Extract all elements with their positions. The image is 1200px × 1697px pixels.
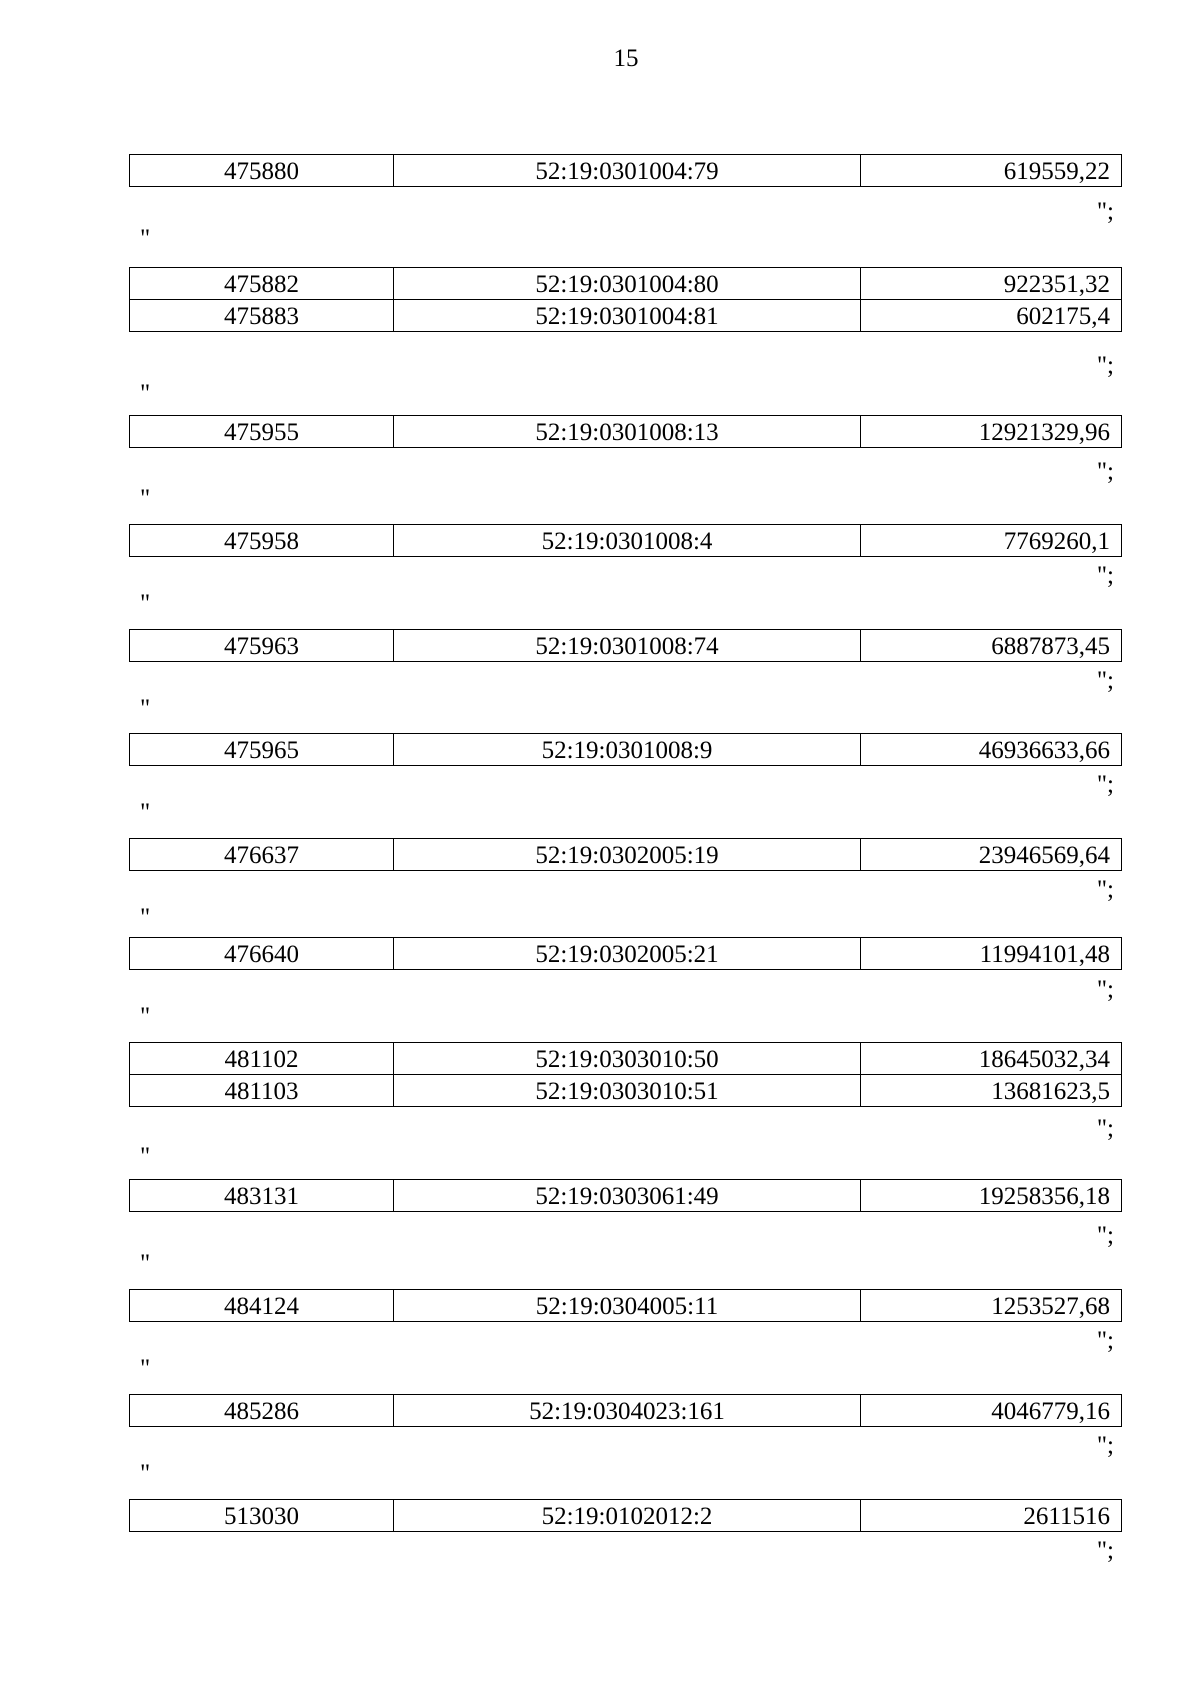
record-number-cell: 475883 [130, 300, 394, 332]
closing-quote-mark: "; [1096, 1537, 1114, 1564]
opening-quote-mark: " [140, 1003, 151, 1030]
table-row [130, 268, 1122, 300]
closing-quote-mark: "; [1096, 458, 1114, 485]
record-number-cell: 475955 [130, 416, 394, 448]
record-number-cell: 485286 [130, 1395, 394, 1427]
parcel-table [129, 524, 1122, 557]
parcel-table [129, 629, 1122, 662]
table-row [130, 1180, 1122, 1212]
record-number-cell: 475958 [130, 525, 394, 557]
parcel-table [129, 154, 1122, 187]
closing-quote-mark: "; [1096, 198, 1114, 225]
parcel-table [129, 1394, 1122, 1427]
table-row [130, 630, 1122, 662]
opening-quote-mark: " [140, 1250, 151, 1277]
parcel-table [129, 1042, 1122, 1107]
table-row [130, 416, 1122, 448]
cadastral-value-cell: 619559,22 [861, 155, 1122, 187]
table-row [130, 839, 1122, 871]
closing-quote-mark: "; [1096, 771, 1114, 798]
cadastral-number-cell: 52:19:0304023:161 [394, 1395, 861, 1427]
page-number: 15 [613, 45, 639, 72]
opening-quote-mark: " [140, 380, 151, 407]
cadastral-number-cell: 52:19:0303010:50 [394, 1043, 861, 1075]
cadastral-value-cell: 19258356,18 [861, 1180, 1122, 1212]
opening-quote-mark: " [140, 1355, 151, 1382]
closing-quote-mark: "; [1096, 976, 1114, 1003]
parcel-table [129, 1499, 1122, 1532]
cadastral-value-cell: 23946569,64 [861, 839, 1122, 871]
record-number-cell: 513030 [130, 1500, 394, 1532]
record-number-cell: 481102 [130, 1043, 394, 1075]
closing-quote-mark: "; [1096, 667, 1114, 694]
table-row [130, 1043, 1122, 1075]
cadastral-number-cell: 52:19:0302005:21 [394, 938, 861, 970]
parcel-table [129, 838, 1122, 871]
cadastral-value-cell: 6887873,45 [861, 630, 1122, 662]
closing-quote-mark: "; [1096, 1432, 1114, 1459]
parcel-table [129, 1289, 1122, 1322]
opening-quote-mark: " [140, 590, 151, 617]
cadastral-value-cell: 11994101,48 [861, 938, 1122, 970]
cadastral-value-cell: 12921329,96 [861, 416, 1122, 448]
table-row [130, 1500, 1122, 1532]
cadastral-value-cell: 2611516 [861, 1500, 1122, 1532]
table-row [130, 155, 1122, 187]
cadastral-number-cell: 52:19:0301004:79 [394, 155, 861, 187]
record-number-cell: 481103 [130, 1075, 394, 1107]
record-number-cell: 476640 [130, 938, 394, 970]
record-number-cell: 475965 [130, 734, 394, 766]
record-number-cell: 484124 [130, 1290, 394, 1322]
parcel-table [129, 1179, 1122, 1212]
opening-quote-mark: " [140, 1143, 151, 1170]
cadastral-number-cell: 52:19:0301008:4 [394, 525, 861, 557]
table-row [130, 938, 1122, 970]
opening-quote-mark: " [140, 904, 151, 931]
closing-quote-mark: "; [1096, 352, 1114, 379]
cadastral-number-cell: 52:19:0102012:2 [394, 1500, 861, 1532]
cadastral-value-cell: 922351,32 [861, 268, 1122, 300]
record-number-cell: 476637 [130, 839, 394, 871]
cadastral-value-cell: 18645032,34 [861, 1043, 1122, 1075]
closing-quote-mark: "; [1096, 562, 1114, 589]
opening-quote-mark: " [140, 1460, 151, 1487]
opening-quote-mark: " [140, 225, 151, 252]
closing-quote-mark: "; [1096, 1327, 1114, 1354]
opening-quote-mark: " [140, 695, 151, 722]
table-row [130, 1075, 1122, 1107]
cadastral-number-cell: 52:19:0303061:49 [394, 1180, 861, 1212]
parcel-table [129, 937, 1122, 970]
cadastral-number-cell: 52:19:0301004:80 [394, 268, 861, 300]
closing-quote-mark: "; [1096, 1115, 1114, 1142]
opening-quote-mark: " [140, 799, 151, 826]
closing-quote-mark: "; [1096, 876, 1114, 903]
cadastral-value-cell: 1253527,68 [861, 1290, 1122, 1322]
cadastral-number-cell: 52:19:0301004:81 [394, 300, 861, 332]
closing-quote-mark: "; [1096, 1222, 1114, 1249]
table-row [130, 734, 1122, 766]
cadastral-number-cell: 52:19:0301008:74 [394, 630, 861, 662]
opening-quote-mark: " [140, 485, 151, 512]
record-number-cell: 475882 [130, 268, 394, 300]
cadastral-number-cell: 52:19:0302005:19 [394, 839, 861, 871]
cadastral-number-cell: 52:19:0301008:9 [394, 734, 861, 766]
record-number-cell: 475880 [130, 155, 394, 187]
cadastral-value-cell: 13681623,5 [861, 1075, 1122, 1107]
cadastral-value-cell: 7769260,1 [861, 525, 1122, 557]
cadastral-value-cell: 602175,4 [861, 300, 1122, 332]
record-number-cell: 483131 [130, 1180, 394, 1212]
record-number-cell: 475963 [130, 630, 394, 662]
table-row [130, 1395, 1122, 1427]
cadastral-number-cell: 52:19:0303010:51 [394, 1075, 861, 1107]
parcel-table [129, 267, 1122, 332]
cadastral-number-cell: 52:19:0301008:13 [394, 416, 861, 448]
cadastral-value-cell: 4046779,16 [861, 1395, 1122, 1427]
cadastral-value-cell: 46936633,66 [861, 734, 1122, 766]
table-row [130, 300, 1122, 332]
cadastral-number-cell: 52:19:0304005:11 [394, 1290, 861, 1322]
table-row [130, 525, 1122, 557]
parcel-table [129, 415, 1122, 448]
parcel-table [129, 733, 1122, 766]
table-row [130, 1290, 1122, 1322]
